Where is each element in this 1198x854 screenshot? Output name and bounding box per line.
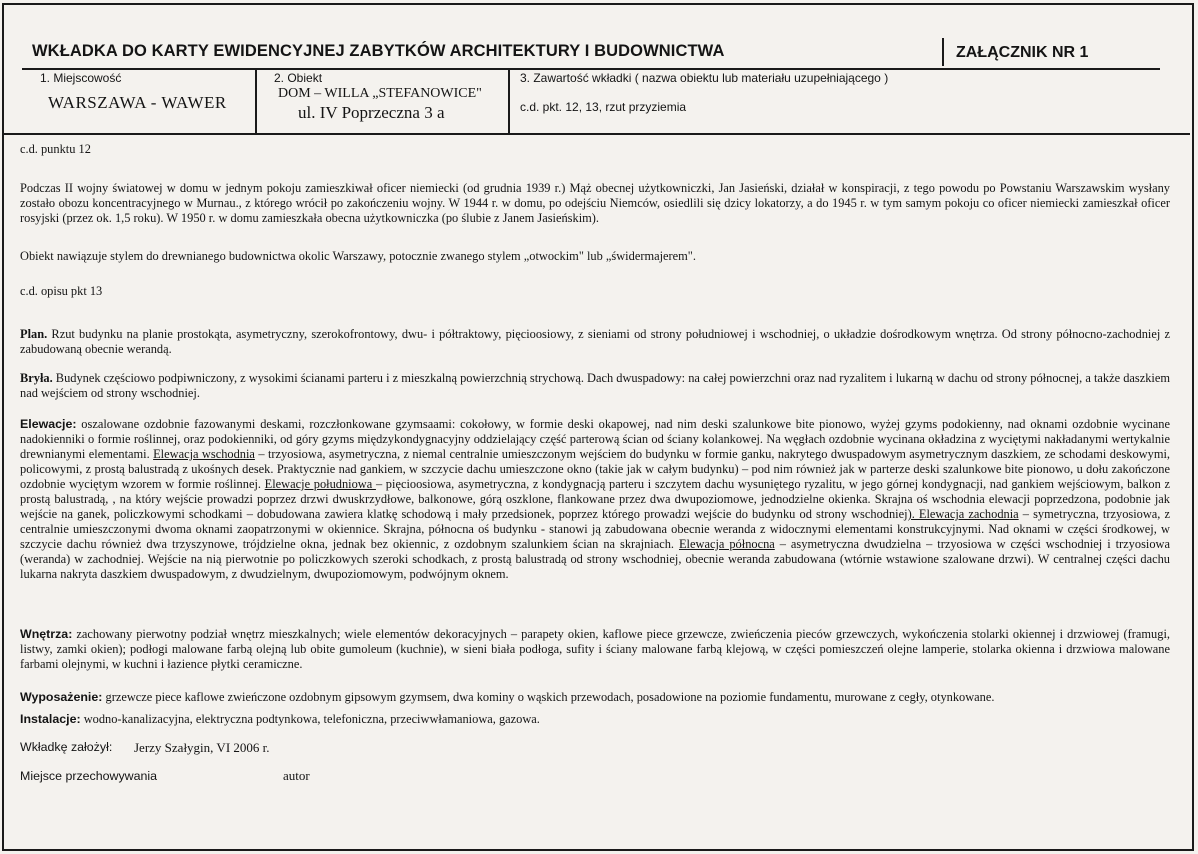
elevations-text-3: – pięcioosiowa, asymetryczna, z kondygnacją parteru i szczytem dachu wysuniętego ryzalitu, w jego górnej kondygnacji, nad gankiem wejściowym, balkon z prostą balustradą, , na który wejście prowadzi poprzez drzwi dwuskrzydłowe, balkonowe, górą oszklone, flankowane przez dwa dwupoziomowe, jednodzielne okienka. Skrajna oś wschodnia elewacji poprzedzona, podobnie jak wejście na ganek, policzkowymi schodkami – dobudowana zawiera klatkę schodową i mały przedsionek, poprzez którego prowadzi wejście do budynku od strony wschodniej [20, 477, 1170, 521]
elevations-label: Elewacje: [20, 417, 77, 431]
storage-place-label: Miejsce przechowywania [20, 769, 158, 783]
north-elevation-heading: Elewacja północna [678, 537, 775, 551]
elevations-paragraph [20, 417, 1170, 582]
field-1-value: WARSZAWA - WAWER [48, 93, 227, 112]
interiors-paragraph [20, 627, 1170, 672]
created-by-value: Jerzy Szałygin, VI 2006 r. [134, 740, 270, 755]
installations-text: wodno-kanalizacyjna, elektryczna podtynkowa, telefoniczna, przeciwwłamaniowa, gazowa. [80, 712, 540, 726]
field-1-label: 1. Miejscowość [40, 71, 122, 85]
plan-text: Rzut budynku na planie prostokąta, asymetryczny, szerokofrontowy, dwu- i półtraktowy, pięcioosiowy, z sieniami od strony południowej i wschodniej, o układzie dośrodkowym wnętrza. Od strony północno-zachodniej z zabudowaną obecnie werandą. [20, 327, 1170, 356]
bryla-text: Budynek częściowo podpiwniczony, z wysokimi ścianami parteru i z mieszkalną powierzchnią strychową. Dach dwuspadowy: na całej powierzchni oraz nad ryzalitem i lukarną w dachu od strony północnej, a także daszkiem nad wejściem od strony wschodniej. [20, 371, 1170, 400]
table-top-line [22, 68, 1160, 70]
continuation-point-13: c.d. opisu pkt 13 [20, 284, 103, 298]
style-paragraph: Obiekt nawiązuje stylem do drewnianego budownictwa okolic Warszawy, potocznie zwanego stylem „otwockim" lub „świdermajerem". [20, 249, 696, 263]
plan-paragraph [20, 327, 1170, 357]
interiors-text: zachowany pierwotny podział wnętrz mieszkalnych; wiele elementów dekoracyjnych – parapety okien, kaflowe piece grzewcze, zwieńczenia pieców grzewczych, wykończenia stolarki okiennej i drzwiowej (framugi, listwy, zamki okien); podłogi malowane farbą olejną lub obite gumoleum (kuchnie), w sieni biała podłoga, sufity i ściany malowane farbą klejową, w części pomieszczeń olejne lamperie, stolarka okienna i drzwiowa malowane farbami olejnymi, w kuchni i łazience płytki ceramiczne. [20, 627, 1170, 671]
field-3-label: 3. Zawartość wkładki ( nazwa obiektu lub materiału uzupełniającego ) [520, 71, 889, 85]
elevations-text-1: oszalowane ozdobnie fazowanymi deskami, rozczłonkowane gzymsaami: cokołowy, w formie deski okapowej, nad nim deski szalunkowe bite pionowo, wyżej gzyms podokienny, nad oknami ozdobnie wycinane nadokienniki o formie roślinnej, oraz podokienniki, od góry gzyms międzykondygnacyjny oddzielający część parterową ścian od ściany kolankowej. Na węgłach ozdobnie wycinana okładzina z wyciętymi nakładanymi wertykalnie drewnianymi elementami. [20, 417, 1170, 461]
installations-label: Instalacje: [20, 712, 81, 726]
created-by-label: Wkładkę założył: [20, 740, 113, 754]
elevations-text-5: – asymetryczna dwudzielna – trzyosiowa w części wschodniej i trzyosiowa (weranda) w zachodniej. Wejście na nią pierwotnie po policzkowych szeroki schodkach, z prostą balustradą od strony wschodniej, obecnie weranda zabudowana (wtórnie wstawione szalowane drzwi). W centralnej części dachu lukarna nakryta daszkiem dwuspadowym, z dwudzielnym, dwupoziomowym, podwójnym oknem. [20, 537, 1170, 581]
east-elevation-heading: Elewacja wschodnia [153, 447, 255, 461]
bryla-label: Bryła. [20, 371, 53, 385]
west-elevation-heading: ). Elewacja zachodnia [907, 507, 1019, 521]
history-paragraph: Podczas II wojny światowej w domu w jednym pokoju zamieszkiwał oficer niemiecki (od grudnia 1939 r.) Mąż obecnej użytkowniczki, Jan Jasieński, działał w konspiracji, z tego powodu po Powstaniu Warszawskim wysłany zostało obozu koncentracyjnego w Murnau., z którego wrócił po zakończeniu wojny. W 1944 r. w domu, po odejściu Niemców, osiedlili się dzicy lokatorzy, a do 1945 r. w tym samym pokoju co oficer niemiecki zamieszkał oficer rosyjski (przez ok. 1,5 roku). W 1950 r. w domu zamieszkała obecna użytkowniczka (po ślubie z Janem Jasieńskim). [20, 181, 1170, 225]
equipment-text: grzewcze piece kaflowe zwieńczone ozdobnym gipsowym gzymsem, dwa kominy o wąskich przewodach, posadowione na poziomie fundamentu, murowane z cegły, otynkowane. [102, 690, 995, 704]
elevations-text-4: – symetryczna, trzyosiowa, z centralnie umieszczonymi dwoma oknami zaopatrzonymi w okiennice. Skrajna, północna oś budynku - stanowi ją zabudowana obecnie weranda z widocznymi elementami konstrukcyjnymi. Nad oknami w części środkowej, w szczycie dachu również dwa trzyszynowe, trójdzielne okna, jednak bez okiennic, z ozdobnym szalunkiem ścian na skrajniach. [20, 507, 1171, 551]
bryla-paragraph [20, 371, 1170, 401]
table-bottom-line [4, 133, 1190, 135]
interiors-label: Wnętrza: [20, 627, 73, 641]
elevations-text-2: – trzyosiowa, asymetryczna, z niemal centralnie umieszczonym wejściem do budynku w formie ganku, nakrytego dwuspadowym asymetrycznym daszkiem, ze schodami deskowymi, policowymi, z prostą balustradą z ukośnych desek. Praktycznie nad gankiem, w szczycie dachu umieszczone okno (takie jak w całym budynku) – pod nim również jak w parterze deski szalunkowe bite pionowo, u dołu zakończone ozdobnie wyciętym wzorem w formie roślinnej. [20, 447, 1170, 491]
field-2-value-line1: DOM – WILLA „STEFANOWICE" [278, 86, 482, 101]
continuation-point-12: c.d. punktu 12 [20, 142, 91, 156]
equipment-paragraph [20, 690, 1170, 705]
page-title: WKŁADKA DO KARTY EWIDENCYJNEJ ZABYTKÓW ARCHITEKTURY I BUDOWNICTWA [32, 42, 725, 60]
plan-label: Plan. [20, 327, 48, 341]
table-divider-2 [508, 68, 510, 134]
field-2-label: 2. Obiekt [274, 71, 323, 85]
installations-paragraph [20, 712, 1170, 727]
storage-place-value: autor [283, 768, 310, 783]
field-3-value: c.d. pkt. 12, 13, rzut przyziemia [520, 100, 687, 114]
equipment-label: Wyposażenie: [20, 690, 103, 704]
table-divider-1 [255, 68, 257, 134]
annex-number: ZAŁĄCZNIK NR 1 [956, 44, 1089, 61]
south-elevation-heading: Elewacje południowa [264, 477, 376, 491]
header-divider [942, 38, 944, 66]
field-2-value-line2: ul. IV Poprzeczna 3 a [298, 103, 445, 122]
